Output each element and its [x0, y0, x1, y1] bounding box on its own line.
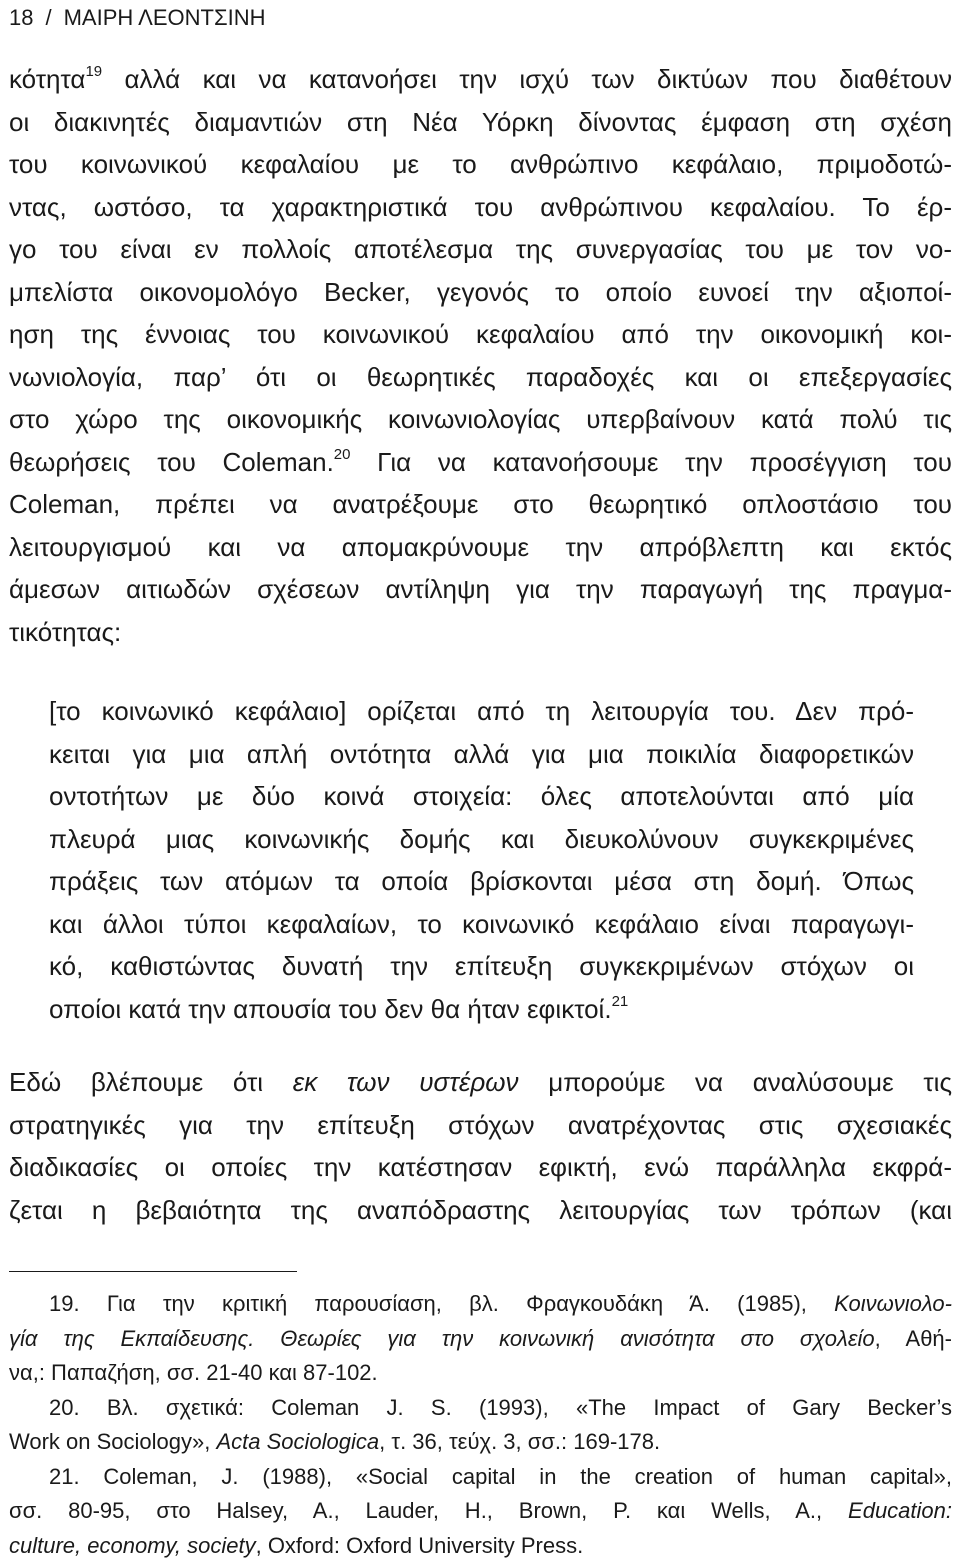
footnote-line: [9, 1322, 952, 1357]
text-line: [9, 441, 952, 484]
footnote-line: να,: Παπαζήση, σσ. 21-40 και 87-102.: [9, 1360, 378, 1385]
quote-line: οντοτήτων με δύο κοινά στοιχεία: όλες αποτελούνται από μία: [49, 781, 914, 811]
page-number: 18: [9, 5, 34, 30]
quote-line: πλευρά μιας κοινωνικής δομής και διευκολύνουν συγκεκριμένες: [49, 823, 914, 854]
text-line: Coleman, πρέπει να ανατρέξουμε στο θεωρητικό οπλοστάσιο του: [9, 489, 952, 519]
text-line: νωνιολογία, παρ’ ότι οι θεωρητικές παραδοχές και οι επεξεργασίες: [9, 361, 952, 392]
footnote-ref-21: 21: [611, 992, 629, 1010]
text-line: τικότητας:: [9, 616, 122, 647]
quote-line: πράξεις των ατόμων τα οποία βρίσκονται μέσα στη δομή. Όπως: [49, 866, 914, 896]
text-line: οι διακινητές διαμαντιών στη Νέα Υόρκη δίνοντας έμφαση στη σχέση: [9, 106, 952, 137]
text-span: Work on Sociology»,: [9, 1429, 211, 1454]
running-header: [9, 5, 265, 31]
text-span: σσ. 80-95, στο Halsey, A., Lauder, H., Brown, P. και Wells, A.,: [9, 1498, 823, 1523]
running-head-title: ΜΑΙΡΗ ΛΕΟΝΤΣΙΝΗ: [63, 5, 266, 30]
italic-span: Κοινωνιολο-: [834, 1291, 952, 1316]
text-line: στρατηγικές για την επίτευξη στόχων ανατρέχοντας στις σχεσιακές: [9, 1109, 952, 1140]
footnote-21: [9, 1460, 952, 1564]
text-line: λειτουργισμού και να απομακρύνουμε την απρόβλεπτη και εκτός: [9, 531, 952, 562]
text-line: μπελίστα οικονομολόγο Becker, γεγονός το οποίο ευνοεί την αξιοποί-: [9, 276, 952, 307]
text-span: κότητα: [9, 64, 86, 94]
quote-line: κειται για μια απλή οντότητα αλλά για μια ποικιλία διαφορετικών: [49, 738, 914, 769]
text-line: ηση της έννοιας του κοινωνικού κεφαλαίου από την οικονομική κοι-: [9, 319, 952, 349]
text-span: , τ. 36, τεύχ. 3, σσ.: 169-178.: [379, 1429, 661, 1454]
text-span: Για να κατανοήσουμε την προσέγγιση του: [350, 446, 952, 477]
text-span: , Oxford: Oxford University Press.: [255, 1532, 584, 1558]
quote-line: κό, καθιστώντας δυνατή την επίτευξη συγκεκριμένων στόχων οι: [49, 951, 914, 981]
italic-span: culture, economy, society: [9, 1532, 256, 1558]
body-paragraph-1: [9, 58, 952, 653]
italic-span: Acta Sociologica: [216, 1429, 380, 1454]
text-span: , Αθή-: [874, 1325, 952, 1351]
text-line: [9, 58, 952, 101]
quote-line: και άλλοι τύποι κεφαλαίων, το κοινωνικό κεφάλαιο είναι παραγωγι-: [49, 908, 914, 939]
footnote-20: [9, 1391, 952, 1460]
footnote-line: [9, 1425, 952, 1460]
footnote-line: [9, 1529, 952, 1564]
text-line: ζεται η βεβαιότητα της αναπόδραστης λειτουργίας των τρόπων (και: [9, 1194, 952, 1225]
text-span: Εδώ βλέπουμε ότι: [9, 1067, 264, 1097]
text-line: γο του είναι εν πολλοίς αποτέλεσμα της συνεργασίας του με τον νο-: [9, 234, 952, 264]
quote-line: [49, 988, 914, 1031]
header-separator: /: [45, 5, 52, 30]
text-line: του κοινωνικού κεφαλαίου με το ανθρώπινο κεφάλαιο, πριμοδοτώ-: [9, 149, 952, 179]
text-span: θεωρήσεις του Coleman.: [9, 446, 334, 477]
text-line: διαδικασίες οι οποίες την κατέστησαν εφικτή, ενώ παράλληλα εκφρά-: [9, 1152, 952, 1182]
text-span: 19. Για την κριτική παρουσίαση, βλ. Φραγκουδάκη Ά. (1985),: [49, 1291, 807, 1316]
italic-span: γία της Εκπαίδευσης. Θεωρίες για την κοινωνική ανισότητα στο σχολείο: [9, 1325, 875, 1351]
footnote-divider: [9, 1271, 297, 1272]
text-line: άμεσων αιτιωδών σχέσεων αντίληψη για την παραγωγή της πραγμα-: [9, 574, 952, 604]
footnote-line: [9, 1287, 952, 1322]
text-span: μπορούμε να αναλύσουμε τις: [548, 1067, 952, 1097]
footnote-line: 20. Βλ. σχετικά: Coleman J. S. (1993), «The Impact of Gary Becker’s: [49, 1394, 952, 1420]
text-line: [9, 1061, 952, 1104]
footnote-ref-19: 19: [85, 63, 103, 81]
text-line: ντας, ωστόσο, τα χαρακτηριστικά του ανθρώπινου κεφαλαίου. Το έρ-: [9, 191, 952, 222]
italic-span: Education:: [848, 1498, 952, 1523]
footnotes: [9, 1287, 952, 1563]
text-span: αλλά και να κατανοήσει την ισχύ των δικτύων που διαθέτουν: [102, 64, 952, 94]
footnote-line: 21. Coleman, J. (1988), «Social capital in the creation of human capital»,: [49, 1463, 952, 1489]
footnote-ref-20: 20: [333, 445, 351, 463]
footnote-line: [9, 1494, 952, 1529]
body-paragraph-2: [9, 1061, 952, 1231]
italic-span: εκ των υστέρων: [292, 1067, 519, 1097]
text-line: στο χώρο της οικονομικής κοινωνιολογίας υπερβαίνουν κατά πολύ τις: [9, 404, 952, 434]
quote-line: [το κοινωνικό κεφάλαιο] ορίζεται από τη λειτουργία του. Δεν πρό-: [49, 696, 914, 726]
text-span: οποίοι κατά την απουσία του δεν θα ήταν εφικτοί.: [49, 993, 612, 1024]
footnote-19: [9, 1287, 952, 1391]
block-quote: [49, 690, 914, 1030]
